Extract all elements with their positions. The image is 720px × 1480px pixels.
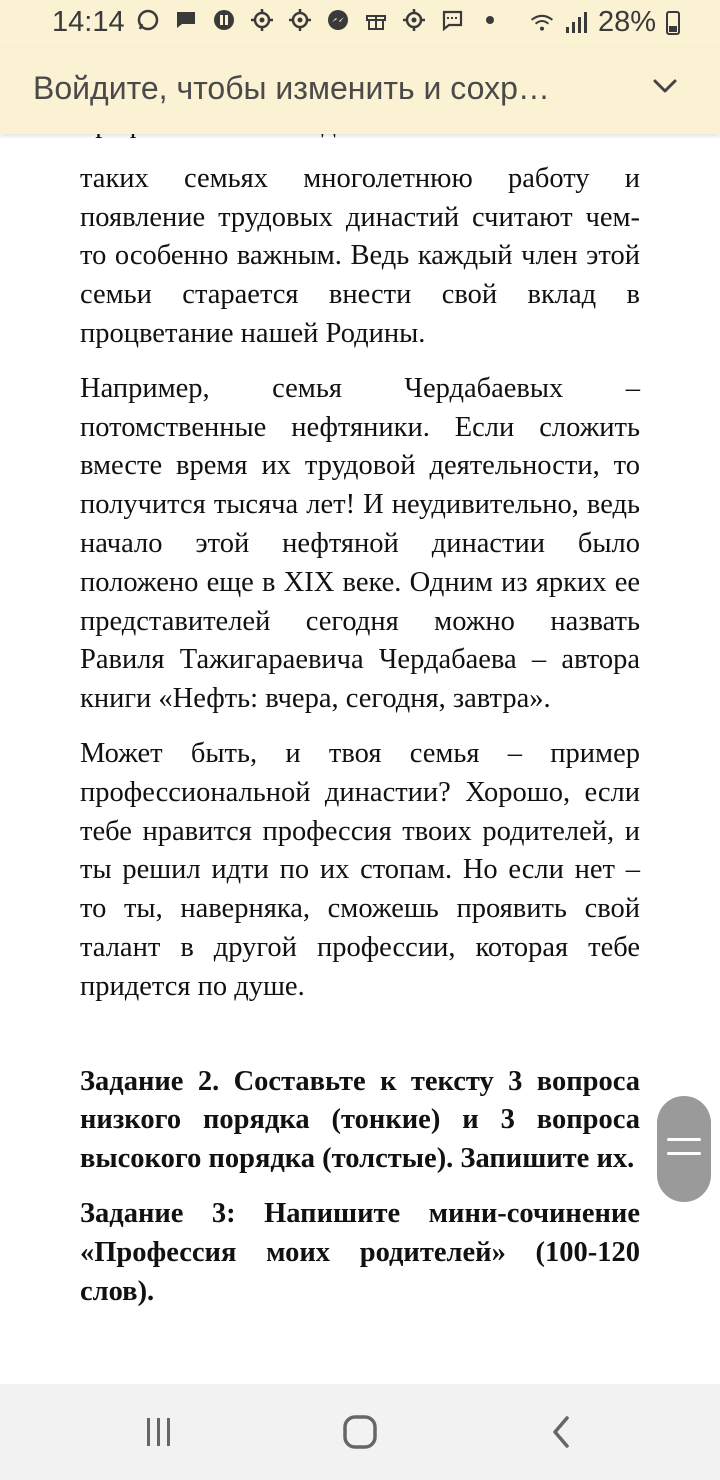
dot-icon [478, 8, 502, 32]
battery-icon [666, 11, 680, 35]
paragraph-2: Например, семья Чердабаевых – потомственные нефтяники. Если сложить вместе время их трудовой деятельности, то получится тысяча лет! И неудивительно, ведь начало этой нефтяной династии было положено еще в XIX веке. Одним из ярких ее представителей сегодня можно назвать Равиля Тажигараевича Чердабаева – автора книги «Нефть: вчера, сегодня, завтра». [80, 372, 640, 715]
wifi-icon [530, 11, 554, 35]
task-2: Задание 2. Составьте к тексту 3 вопроса низкого порядка (тонкие) и 3 вопроса высокого порядка (толстые). Запишите их. [80, 1065, 640, 1175]
status-right [530, 6, 680, 39]
message-icon [174, 8, 198, 32]
chevron-down-icon[interactable] [650, 76, 680, 101]
navigation-bar [0, 1384, 720, 1480]
paragraph-1: таких семьях многолетнюю работу и появление трудовых династий считают чем- то особенно важным. Ведь каждый член этой семьи старается внести свой вклад в процветание нашей Родины. [80, 162, 640, 349]
target-icon [288, 8, 312, 32]
sign-in-banner[interactable] [0, 48, 720, 134]
scroll-handle[interactable] [657, 1096, 711, 1202]
task-3: Задание 3: Напишите мини-сочинение «Профессия моих родителей» (100-120 слов). [80, 1197, 640, 1307]
handle-line [667, 1152, 701, 1155]
chat-icon [440, 8, 464, 32]
status-bar [0, 0, 720, 48]
banner-text: Войдите, чтобы изменить и сохр… [33, 70, 550, 106]
battery-percent: 28% [597, 6, 656, 38]
whatsapp-icon [136, 8, 160, 32]
messenger-icon [326, 8, 350, 32]
paragraph-3: Может быть, и твоя семья – пример профессиональной династии? Хорошо, если тебе нравится профессия твоих родителей, и ты решил идти по их стопам. Но если нет – то ты, наверняка, сможешь проявить свой талант в другой профессии, которая тебе придется по душе. [80, 737, 640, 1002]
notification-icons [136, 8, 502, 32]
status-time: 14:14 [52, 6, 125, 38]
handle-line [667, 1138, 701, 1141]
spacer [80, 1023, 640, 1063]
target-icon [402, 8, 426, 32]
home-icon[interactable] [338, 1410, 382, 1454]
recent-apps-icon[interactable] [137, 1410, 181, 1454]
signal-icon [564, 11, 588, 35]
back-icon[interactable] [540, 1410, 584, 1454]
target-icon [250, 8, 274, 32]
app-icon [212, 8, 236, 32]
document-content [80, 105, 640, 1327]
gift-icon [364, 8, 388, 32]
